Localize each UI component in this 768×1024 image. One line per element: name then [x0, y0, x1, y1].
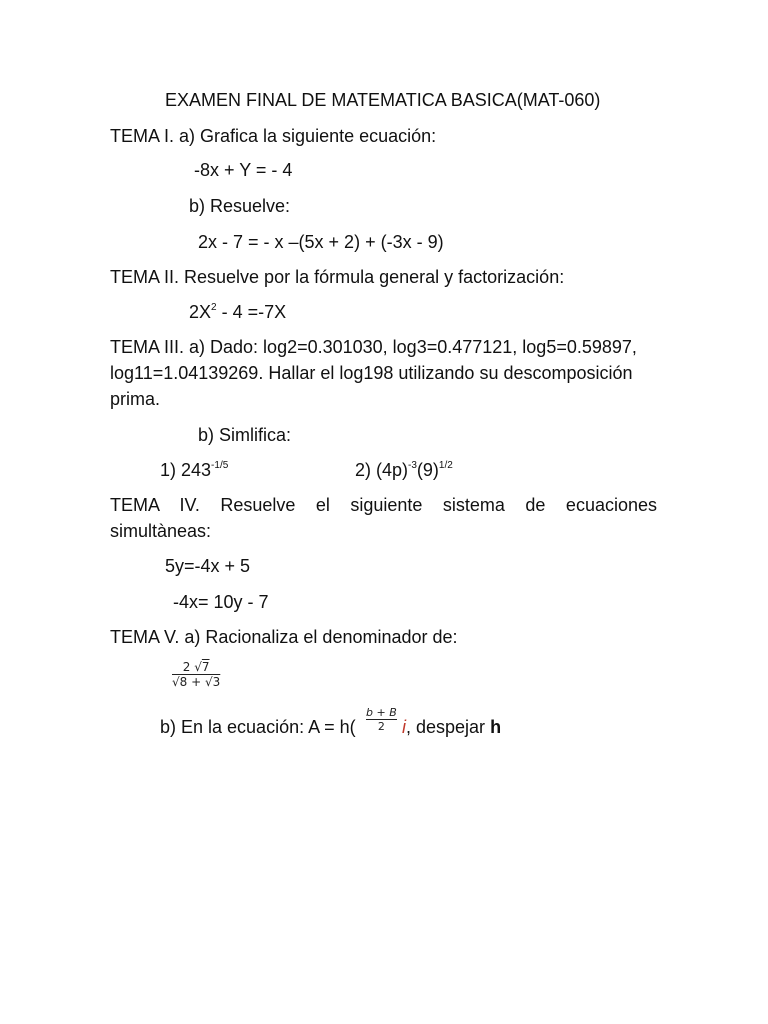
- tema-1-a-text: TEMA I. a) Grafica la siguiente ecuación:: [110, 126, 437, 146]
- area-fraction: [366, 706, 397, 733]
- numerator-coefficient: 2: [182, 660, 195, 674]
- tema-5-a-text: TEMA V. a) Racionaliza el denominador de:: [110, 627, 458, 647]
- tema-4-line-1: TEMA IV. Resuelve el siguiente sistema de ecuaciones: [110, 495, 657, 515]
- tema-3-item-2-mid: (9): [416, 460, 439, 480]
- radical-fraction-denominator: √8 + √3: [172, 675, 221, 689]
- tema-2-eq-part-a: 2X: [189, 302, 212, 322]
- tema-5-b-text-post: [402, 716, 501, 738]
- tema-2-eq-exponent: 2: [211, 302, 217, 313]
- denominator-radicand-1: 8: [179, 675, 188, 689]
- tema-3-item-2-exponent-2: 1/2: [438, 460, 453, 471]
- numerator-radicand: 7: [201, 660, 210, 674]
- tema-3-item-2: [355, 459, 453, 481]
- tema-4-line-2: simultàneas:: [110, 521, 212, 541]
- tema-5-b-text-pre: b) En la ecuación: A = h(: [160, 717, 356, 737]
- tema-1-b-equation: 2x - 7 = - x –(5x + 2) + (-3x - 9): [198, 232, 444, 252]
- tema-2-eq-part-b: - 4 =-7X: [216, 302, 287, 322]
- tema-3-item-2-label: 2) (4p): [355, 460, 409, 480]
- tema-2-equation: [189, 301, 286, 323]
- red-italic-char: i: [402, 717, 406, 737]
- tema-3-item-1: [160, 459, 228, 481]
- tema-3-item-1-label: 1) 243: [160, 460, 212, 480]
- tema-3-a-line-2: log11=1.04139269. Hallar el log198 utilizando su descomposición: [110, 363, 633, 383]
- tema-3-a-line-3: prima.: [110, 389, 161, 409]
- tema-3-a-line-1: TEMA III. a) Dado: log2=0.301030, log3=0.477121, log5=0.59897,: [110, 337, 637, 357]
- denominator-plus: +: [187, 675, 205, 689]
- denominator-radicand-2: 3: [212, 675, 221, 689]
- radical-fraction-numerator: 2 √7: [182, 660, 210, 674]
- tema-5-b-despejar: , despejar: [406, 717, 491, 737]
- tema-3-item-1-exponent: -1/5: [211, 460, 229, 471]
- tema-3-b-text: b) Simlifica:: [198, 425, 292, 445]
- tema-4-equation-1: 5y=-4x + 5: [165, 556, 251, 576]
- exam-title: EXAMEN FINAL DE MATEMATICA BASICA(MAT-060): [165, 90, 601, 110]
- tema-4-equation-2: -4x= 10y - 7: [173, 592, 269, 612]
- tema-5-b-variable: h: [490, 717, 502, 737]
- area-fraction-denominator: 2: [377, 720, 385, 733]
- radical-fraction: [172, 660, 220, 689]
- tema-2-text: TEMA II. Resuelve por la fórmula general y factorización:: [110, 267, 565, 287]
- tema-1-b-text: b) Resuelve:: [189, 196, 291, 216]
- area-fraction-numerator: b + B: [366, 706, 397, 719]
- tema-1-a-equation: -8x + Y = - 4: [194, 160, 293, 180]
- tema-3-item-2-exponent-1: -3: [408, 460, 417, 471]
